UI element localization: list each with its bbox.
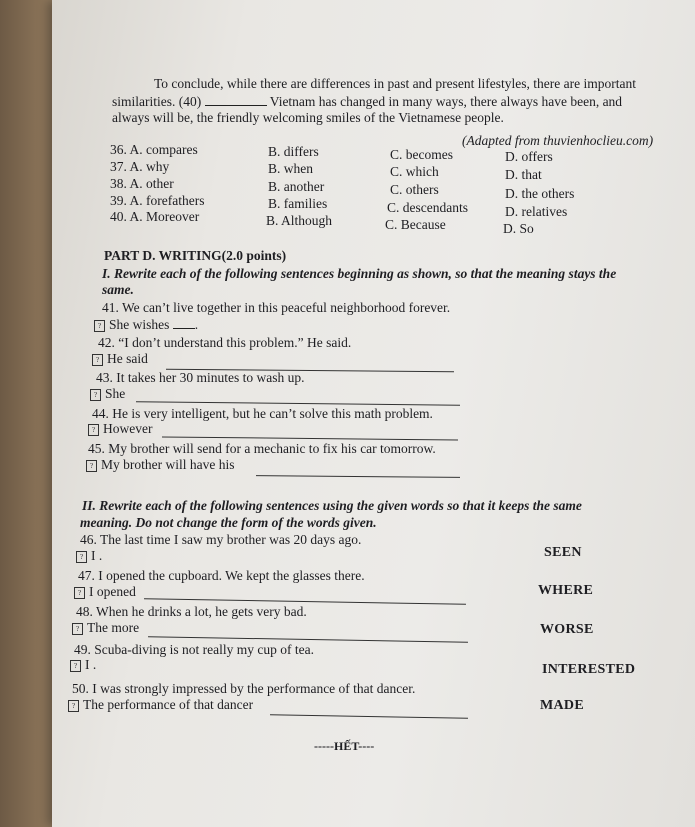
question-50: 50. I was strongly impressed by the performance of that dancer. xyxy=(72,681,416,696)
source-citation: (Adapted from thuvienhoclieu.com) xyxy=(462,133,654,148)
answer-42: ? He said xyxy=(92,351,148,367)
answer-45-blank[interactable] xyxy=(256,475,460,478)
worksheet-page xyxy=(52,0,695,827)
answer-41: ? She wishes . xyxy=(94,316,198,333)
section-1-instruction-line-2: same. xyxy=(102,282,134,297)
passage-line-1: To conclude, while there are differences in past and present lifestyles, there are important xyxy=(154,76,636,91)
section-2-instruction-line-1: II. Rewrite each of the following sentences using the given words so that it keeps the same xyxy=(82,498,582,513)
keyword-49: INTERESTED xyxy=(542,662,636,677)
part-d-heading: PART D. WRITING(2.0 points) xyxy=(104,248,287,263)
arrow-box-icon: ? xyxy=(90,389,101,401)
arrow-box-icon: ? xyxy=(68,700,79,712)
option-40-c: C. Because xyxy=(385,217,446,232)
question-44: 44. He is very intelligent, but he can’t solve this math problem. xyxy=(92,406,433,421)
option-37-a: 37. A. why xyxy=(110,159,170,174)
option-39-c: C. descendants xyxy=(387,200,468,215)
arrow-box-icon: ? xyxy=(88,424,99,436)
option-39-d: D. relatives xyxy=(505,204,568,219)
arrow-box-icon: ? xyxy=(74,587,85,599)
keyword-47: WHERE xyxy=(538,583,594,598)
arrow-box-icon: ? xyxy=(86,460,97,472)
option-38-a: 38. A. other xyxy=(110,176,174,191)
answer-50: ? The performance of that dancer xyxy=(68,697,253,713)
option-37-c: C. which xyxy=(390,164,439,179)
option-36-b: B. differs xyxy=(268,144,319,159)
question-42: 42. “I don’t understand this problem.” He said. xyxy=(98,335,352,350)
arrow-box-icon: ? xyxy=(92,354,103,366)
question-43: 43. It takes her 30 minutes to wash up. xyxy=(96,370,305,385)
answer-44-blank[interactable] xyxy=(162,436,458,440)
answer-46: ? I . xyxy=(76,548,102,564)
answer-45: ? My brother will have his xyxy=(86,457,234,473)
passage-line-2: similarities. (40) Vietnam has changed in many ways, there always have been, and xyxy=(112,94,623,109)
option-38-d: D. the others xyxy=(505,186,575,201)
question-41: 41. We can’t live together in this peaceful neighborhood forever. xyxy=(102,300,451,315)
keyword-46: SEEN xyxy=(544,545,582,560)
question-49: 49. Scuba-diving is not really my cup of tea. xyxy=(74,642,314,657)
option-37-d: D. that xyxy=(505,167,542,182)
blank-40[interactable] xyxy=(205,93,267,106)
end-marker: -----HẾT---- xyxy=(314,739,375,753)
arrow-box-icon: ? xyxy=(76,551,87,563)
arrow-box-icon: ? xyxy=(72,623,83,635)
option-39-b: B. families xyxy=(268,196,328,211)
answer-50-blank[interactable] xyxy=(270,714,468,718)
answer-49: ? I . xyxy=(70,657,96,673)
option-36-c: C. becomes xyxy=(390,147,453,162)
passage-line-3: always will be, the friendly welcoming smiles of the Vietnamese people. xyxy=(112,110,504,125)
answer-48: ? The more xyxy=(72,620,139,636)
option-38-c: C. others xyxy=(390,182,439,197)
option-39-a: 39. A. forefathers xyxy=(110,193,205,208)
question-46: 46. The last time I saw my brother was 20 days ago. xyxy=(80,532,362,547)
keyword-48: WORSE xyxy=(540,622,594,637)
option-37-b: B. when xyxy=(268,161,313,176)
arrow-box-icon: ? xyxy=(70,660,81,672)
answer-47: ? I opened xyxy=(74,584,136,600)
arrow-box-icon: ? xyxy=(94,320,105,332)
section-2-instruction-line-2: meaning. Do not change the form of the words given. xyxy=(80,515,377,530)
option-40-d: D. So xyxy=(503,221,534,236)
keyword-50: MADE xyxy=(540,698,584,713)
answer-41-blank[interactable] xyxy=(173,316,195,329)
answer-44: ? However xyxy=(88,421,152,437)
question-45: 45. My brother will send for a mechanic to fix his car tomorrow. xyxy=(88,441,436,456)
answer-43: ? She xyxy=(90,386,125,402)
question-48: 48. When he drinks a lot, he gets very bad. xyxy=(76,604,307,619)
question-47: 47. I opened the cupboard. We kept the glasses there. xyxy=(78,568,365,583)
option-40-b: B. Although xyxy=(266,213,333,228)
option-38-b: B. another xyxy=(268,179,325,194)
section-1-instruction-line-1: I. Rewrite each of the following sentences beginning as shown, so that the meaning stays the xyxy=(102,266,617,281)
option-36-d: D. offers xyxy=(505,149,553,164)
option-36-a: 36. A. compares xyxy=(110,142,198,157)
option-40-a: 40. A. Moreover xyxy=(110,209,200,224)
